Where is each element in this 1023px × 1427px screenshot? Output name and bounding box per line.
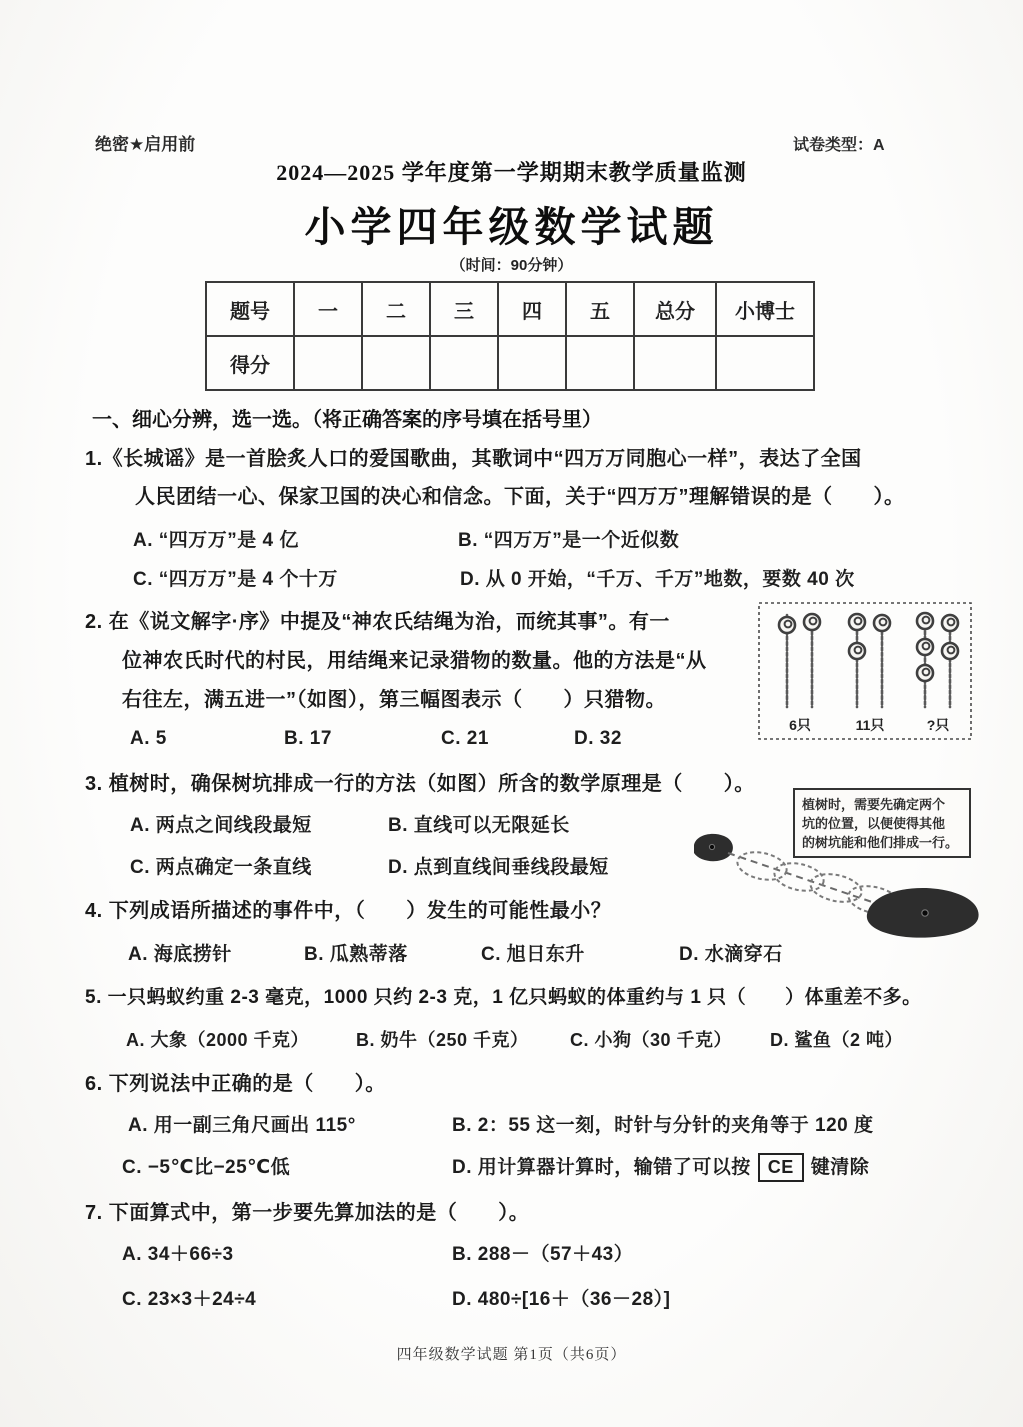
question-6-option-d-post: 键清除 xyxy=(810,1157,870,1178)
question-7-option-d: D. 480÷[16＋（36－28）] xyxy=(452,1289,671,1310)
question-3-option-a: A. 两点之间线段最短 xyxy=(130,815,312,836)
knot-rope-group-3 xyxy=(917,613,958,707)
time-note: （时间：90分钟） xyxy=(450,257,573,274)
question-5-option-c: C. 小狗（30 千克） xyxy=(570,1030,733,1050)
question-6-option-d-pre: D. 用计算器计算时，输错了可以按 xyxy=(452,1157,751,1178)
score-cell xyxy=(362,336,430,390)
ce-key-label: CE xyxy=(758,1153,804,1182)
paper-type-label: 试卷类型：A xyxy=(793,137,885,154)
question-2-line2: 位神农氏时代的村民，用结绳来记录猎物的数量。他的方法是“从 xyxy=(122,650,707,672)
score-cell xyxy=(566,336,634,390)
question-1-line1: 1.《长城谣》是一首脍炙人口的爱国歌曲，其歌词中“四万万同胞心一样”，表达了全国 xyxy=(85,448,862,470)
knot-figure xyxy=(757,601,973,746)
question-3-option-c: C. 两点确定一条直线 xyxy=(130,857,312,878)
tip-line-2: 坑的位置，以便使得其他 xyxy=(802,816,946,831)
term-title: 2024—2025 学年度第一学期期末教学质量监测 xyxy=(276,160,747,185)
tip-line-1: 植树时，需要先确定两个 xyxy=(802,797,946,812)
question-5-text: 5. 一只蚂蚁约重 2-3 毫克，1000 只约 2-3 克，1 亿只蚂蚁的体重约与 1 只（ ）体重差不多。 xyxy=(85,987,922,1008)
question-1-option-c: C. “四万万”是 4 个十万 xyxy=(133,569,338,590)
question-7-text: 7. 下面算式中，第一步要先算加法的是（ ）。 xyxy=(85,1202,530,1224)
question-4-option-c: C. 旭日东升 xyxy=(481,944,585,965)
secrecy-label: 绝密★启用前 xyxy=(95,135,196,154)
question-4-text: 4. 下列成语所描述的事件中，（ ）发生的可能性最小？ xyxy=(85,900,612,922)
question-7-option-c: C. 23×3＋24÷4 xyxy=(122,1289,257,1310)
question-6-option-a: A. 用一副三角尺画出 115° xyxy=(128,1115,356,1136)
score-table-header-cell: 四 xyxy=(498,282,566,336)
second-pit-blob xyxy=(867,888,979,938)
score-cell xyxy=(634,336,716,390)
question-5-option-a: A. 大象（2000 千克） xyxy=(126,1030,310,1050)
score-table-header-cell: 小博士 xyxy=(716,282,814,336)
question-2-line1: 2. 在《说文解字·序》中提及“神农氏结绳为治，而统其事”。有一 xyxy=(85,611,670,633)
question-3-option-d: D. 点到直线间垂线段最短 xyxy=(388,857,609,878)
knot-rope-group-2 xyxy=(849,614,890,707)
question-1-option-b: B. “四万万”是一个近似数 xyxy=(458,530,680,551)
score-table-header-cell: 三 xyxy=(430,282,498,336)
question-5-option-d: D. 鲨鱼（2 吨） xyxy=(770,1030,904,1050)
score-table-header-row xyxy=(206,282,814,336)
knot-group-1-label: 6只 xyxy=(789,717,811,733)
tree-planting-figure-svg xyxy=(682,783,984,941)
knot-group-2-label: 11只 xyxy=(855,717,885,733)
knot-group-3-label: ?只 xyxy=(926,717,950,733)
question-6-option-b: B. 2：55 这一刻，时针与分针的夹角等于 120 度 xyxy=(452,1115,874,1136)
score-table-header-cell: 题号 xyxy=(206,282,294,336)
question-6-text: 6. 下列说法中正确的是（ ）。 xyxy=(85,1073,386,1095)
question-6-option-c: C. −5℃比−25℃低 xyxy=(122,1157,291,1178)
first-pit-blob xyxy=(694,834,733,861)
score-cell xyxy=(294,336,362,390)
knot-rope-group-1 xyxy=(779,614,820,707)
page-footer: 四年级数学试题 第1页（共6页） xyxy=(396,1347,627,1363)
question-1-option-d: D. 从 0 开始，“千万、千万”地数，要数 40 次 xyxy=(460,569,855,590)
question-5-option-b: B. 奶牛（250 千克） xyxy=(356,1030,529,1050)
question-4-option-b: B. 瓜熟蒂落 xyxy=(304,944,408,965)
question-3-option-b: B. 直线可以无限延长 xyxy=(388,815,570,836)
question-4-option-a: A. 海底捞针 xyxy=(128,944,232,965)
score-cell xyxy=(716,336,814,390)
page-title: 小学四年级数学试题 xyxy=(304,204,719,250)
score-table-header-cell: 五 xyxy=(566,282,634,336)
score-table-header-cell: 一 xyxy=(294,282,362,336)
score-cell xyxy=(498,336,566,390)
score-table-header-cell: 总分 xyxy=(634,282,716,336)
question-3-text: 3. 植树时，确保树坑排成一行的方法（如图）所含的数学原理是（ ）。 xyxy=(85,773,755,795)
question-2-option-b: B. 17 xyxy=(284,728,332,749)
question-2-option-d: D. 32 xyxy=(574,728,622,749)
section-one-heading: 一、细心分辨，选一选。（将正确答案的序号填在括号里） xyxy=(92,409,602,431)
score-table-score-row xyxy=(206,336,814,390)
score-table xyxy=(205,281,815,391)
knot-figure-svg xyxy=(757,601,973,741)
score-table-header-cell: 二 xyxy=(362,282,430,336)
tree-planting-figure xyxy=(682,783,984,946)
question-2-line3: 右往左，满五进一”（如图），第三幅图表示（ ）只猎物。 xyxy=(122,689,666,711)
question-2-option-c: C. 21 xyxy=(441,728,489,749)
question-1-option-a: A. “四万万”是 4 亿 xyxy=(133,530,299,551)
question-7-option-a: A. 34＋66÷3 xyxy=(122,1244,234,1265)
question-1-line2: 人民团结一心、保家卫国的决心和信念。下面，关于“四万万”理解错误的是（ ）。 xyxy=(135,486,905,508)
question-4-option-d: D. 水滴穿石 xyxy=(679,944,783,965)
score-cell xyxy=(430,336,498,390)
question-2-option-a: A. 5 xyxy=(130,728,167,749)
question-6-option-d xyxy=(452,1152,869,1182)
score-row-label: 得分 xyxy=(206,336,294,390)
tip-line-3: 的树坑能和他们排成一行。 xyxy=(802,835,959,850)
question-7-option-b: B. 288－（57＋43） xyxy=(452,1244,634,1265)
